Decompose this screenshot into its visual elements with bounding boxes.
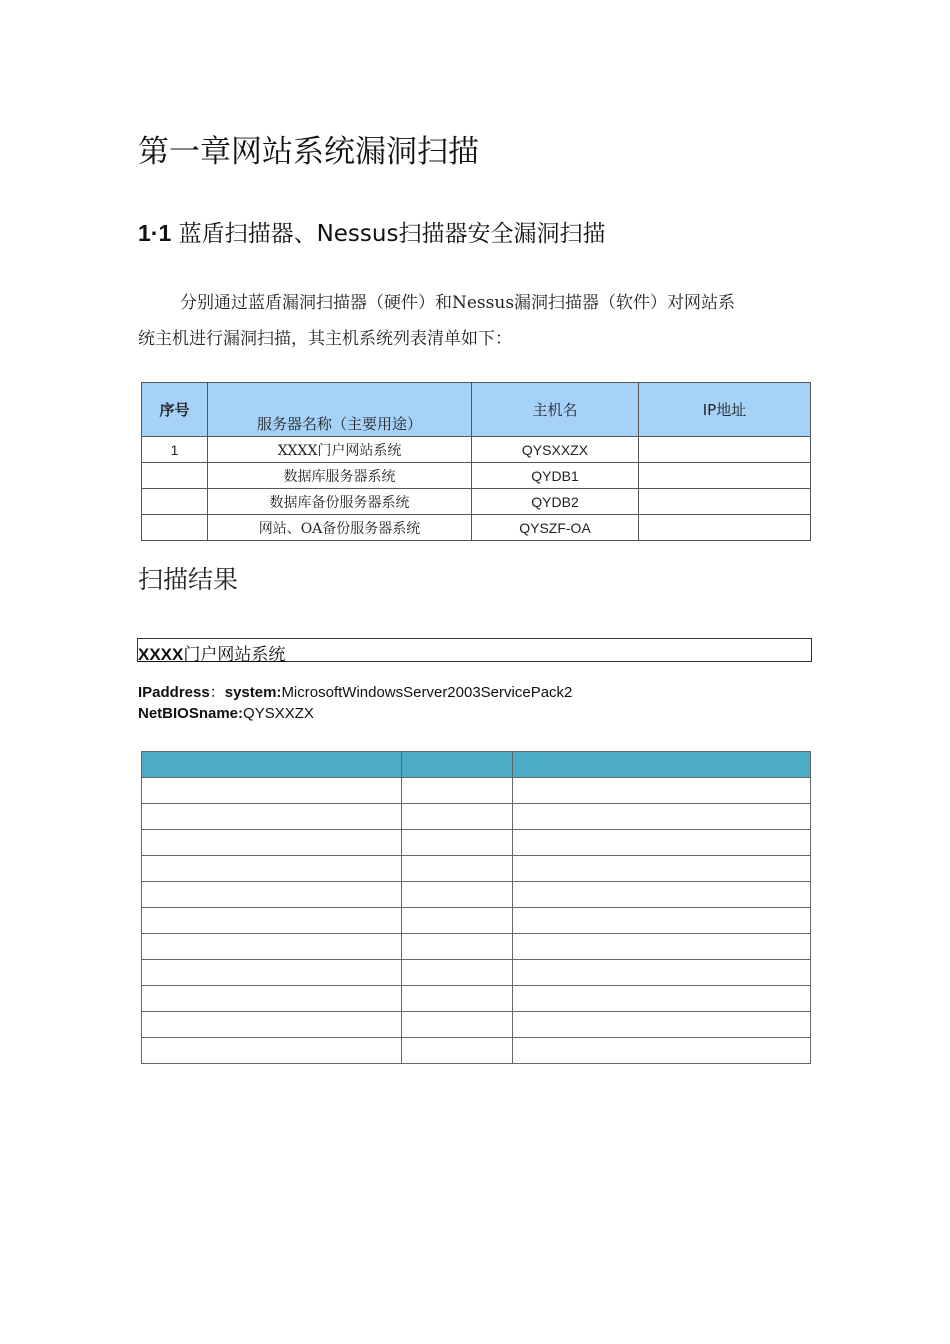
section-number: 1·1 — [138, 220, 172, 246]
table-cell — [513, 1038, 811, 1064]
table-row — [142, 856, 811, 882]
table-row — [142, 437, 811, 463]
section-title-text: 蓝盾扫描器、Nessus扫描器安全漏洞扫描 — [178, 221, 606, 247]
table-cell — [142, 1038, 402, 1064]
table-cell — [402, 804, 513, 830]
table-cell — [142, 882, 402, 908]
section-title — [138, 215, 605, 248]
table-cell — [513, 882, 811, 908]
table-cell — [142, 1012, 402, 1038]
table-row — [142, 908, 811, 934]
table-cell — [402, 1012, 513, 1038]
chapter-title: 第一章网站系统漏洞扫描 — [138, 134, 479, 170]
header-cell — [402, 752, 513, 778]
netbios-line — [138, 705, 314, 722]
header-cell — [513, 752, 811, 778]
table-row — [142, 960, 811, 986]
table-cell — [402, 960, 513, 986]
table-cell — [513, 830, 811, 856]
scan-results-table — [141, 751, 811, 1064]
cell-ip — [639, 515, 811, 541]
table-row — [142, 463, 811, 489]
table-cell — [513, 1012, 811, 1038]
table-row — [142, 804, 811, 830]
table-cell — [142, 830, 402, 856]
ip-label: IPaddress — [138, 684, 210, 701]
table-row — [142, 882, 811, 908]
cell-host: QYDB2 — [472, 489, 639, 515]
cell-server-name: XXXX门户网站系统 — [208, 437, 472, 463]
cell-ip — [639, 437, 811, 463]
table-cell — [142, 934, 402, 960]
table-row — [142, 1012, 811, 1038]
table-cell — [513, 804, 811, 830]
ip-separator: ： — [209, 684, 225, 701]
table-cell — [513, 934, 811, 960]
cell-no: 1 — [142, 437, 208, 463]
table-cell — [402, 778, 513, 804]
system-name-label — [138, 640, 285, 665]
table-cell — [402, 856, 513, 882]
table-row — [142, 515, 811, 541]
table-cell — [142, 986, 402, 1012]
intro-paragraph-line-1: 分别通过蓝盾漏洞扫描器（硬件）和Nessus漏洞扫描器（软件）对网站系 — [180, 293, 736, 313]
table-cell — [142, 778, 402, 804]
table-cell — [513, 960, 811, 986]
cell-no — [142, 463, 208, 489]
cell-server-name: 网站、OA备份服务器系统 — [208, 515, 472, 541]
cell-ip — [639, 489, 811, 515]
server-list-table — [141, 382, 811, 541]
table-row — [142, 489, 811, 515]
table-row — [142, 830, 811, 856]
cell-host: QYDB1 — [472, 463, 639, 489]
table-cell — [513, 986, 811, 1012]
cell-server-name: 数据库备份服务器系统 — [208, 489, 472, 515]
table-cell — [513, 778, 811, 804]
cell-no — [142, 515, 208, 541]
header-host: 主机名 — [472, 383, 639, 437]
system-label: system: — [224, 684, 282, 701]
header-ip: IP地址 — [639, 383, 811, 437]
system-code: XXXX — [138, 645, 184, 664]
table-cell — [402, 986, 513, 1012]
netbios-value: QYSXXZX — [243, 705, 314, 722]
header-no: 序号 — [142, 383, 208, 437]
header-server-name: 服务器名称（主要用途） — [208, 383, 472, 437]
table-cell — [402, 934, 513, 960]
table-row — [142, 934, 811, 960]
table-cell — [402, 908, 513, 934]
table-cell — [402, 882, 513, 908]
table-cell — [142, 908, 402, 934]
table-row — [142, 778, 811, 804]
system-value: MicrosoftWindowsServer2003ServicePack2 — [281, 684, 573, 701]
table-cell — [402, 830, 513, 856]
scan-results-header-row — [142, 752, 811, 778]
cell-host: QYSZF-OA — [472, 515, 639, 541]
table-cell — [142, 804, 402, 830]
ip-address-line — [138, 681, 572, 702]
table-cell — [142, 856, 402, 882]
server-table-header-row — [142, 383, 811, 437]
table-cell — [513, 856, 811, 882]
table-row — [142, 1038, 811, 1064]
intro-paragraph-line-2: 统主机进行漏洞扫描，其主机系统列表清单如下： — [138, 329, 512, 349]
table-cell — [142, 960, 402, 986]
system-name: 门户网站系统 — [183, 645, 286, 665]
cell-server-name: 数据库服务器系统 — [208, 463, 472, 489]
cell-host: QYSXXZX — [472, 437, 639, 463]
header-cell — [142, 752, 402, 778]
cell-no — [142, 489, 208, 515]
table-row — [142, 986, 811, 1012]
cell-ip — [639, 463, 811, 489]
table-cell — [513, 908, 811, 934]
system-name-box — [137, 638, 812, 665]
table-cell — [402, 1038, 513, 1064]
netbios-label: NetBIOSname: — [138, 705, 244, 722]
results-heading: 扫描结果 — [138, 565, 239, 594]
